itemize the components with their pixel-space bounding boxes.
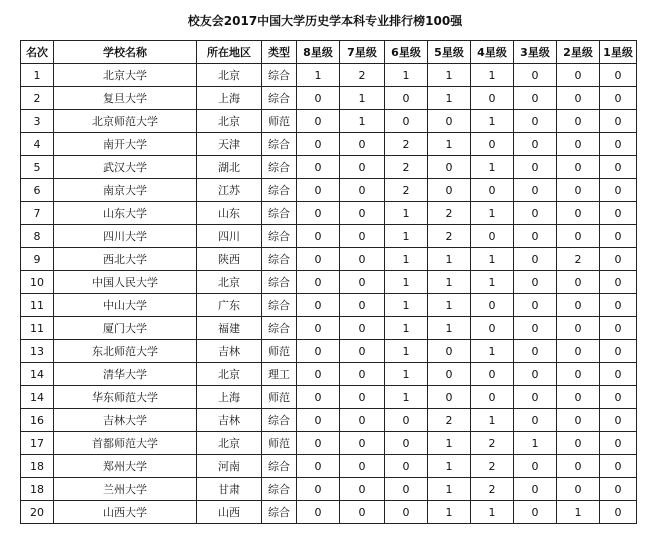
table-row <box>21 64 637 87</box>
table-row <box>21 248 637 271</box>
table-cell-star8: 0 <box>297 432 340 455</box>
table-cell-star8: 0 <box>297 271 340 294</box>
table-cell-star7: 1 <box>340 110 385 133</box>
table-cell-star4: 0 <box>471 179 514 202</box>
table-cell-star2: 0 <box>557 409 600 432</box>
table-cell-star1: 0 <box>600 317 637 340</box>
table-cell-type: 综合 <box>262 64 297 87</box>
table-cell-star2: 0 <box>557 271 600 294</box>
table-cell-rank: 10 <box>21 271 54 294</box>
table-cell-star8: 0 <box>297 363 340 386</box>
table-cell-school-name: 中国人民大学 <box>54 271 197 294</box>
table-cell-star6: 1 <box>385 363 428 386</box>
table-cell-star2: 0 <box>557 317 600 340</box>
table-cell-star4: 2 <box>471 455 514 478</box>
table-cell-school-name: 山西大学 <box>54 501 197 524</box>
table-cell-star8: 0 <box>297 156 340 179</box>
table-row <box>21 271 637 294</box>
table-cell-star2: 0 <box>557 133 600 156</box>
table-cell-star5: 1 <box>428 248 471 271</box>
table-cell-star7: 0 <box>340 455 385 478</box>
table-cell-star1: 0 <box>600 110 637 133</box>
table-cell-star8: 0 <box>297 501 340 524</box>
table-cell-star8: 1 <box>297 64 340 87</box>
table-cell-star6: 1 <box>385 225 428 248</box>
column-header-star2: 2星级 <box>557 41 600 64</box>
table-cell-star4: 0 <box>471 225 514 248</box>
table-cell-rank: 2 <box>21 87 54 110</box>
table-row <box>21 110 637 133</box>
table-cell-type: 综合 <box>262 478 297 501</box>
column-header-star4: 4星级 <box>471 41 514 64</box>
table-cell-star1: 0 <box>600 432 637 455</box>
table-cell-star4: 2 <box>471 478 514 501</box>
table-cell-type: 综合 <box>262 87 297 110</box>
table-cell-star3: 0 <box>514 478 557 501</box>
table-row <box>21 156 637 179</box>
table-cell-star1: 0 <box>600 225 637 248</box>
table-cell-star2: 0 <box>557 432 600 455</box>
table-cell-star1: 0 <box>600 87 637 110</box>
table-cell-school-name: 吉林大学 <box>54 409 197 432</box>
table-cell-star3: 0 <box>514 409 557 432</box>
table-cell-type: 师范 <box>262 340 297 363</box>
table-cell-school-name: 复旦大学 <box>54 87 197 110</box>
ranking-table <box>20 40 637 524</box>
table-cell-star5: 1 <box>428 501 471 524</box>
table-cell-school-name: 东北师范大学 <box>54 340 197 363</box>
table-cell-star7: 0 <box>340 156 385 179</box>
table-row <box>21 386 637 409</box>
table-cell-star1: 0 <box>600 501 637 524</box>
table-cell-star5: 1 <box>428 133 471 156</box>
table-row <box>21 432 637 455</box>
table-cell-star5: 1 <box>428 64 471 87</box>
table-header-row <box>21 41 637 64</box>
table-cell-star1: 0 <box>600 455 637 478</box>
table-cell-star7: 0 <box>340 478 385 501</box>
table-cell-star5: 2 <box>428 409 471 432</box>
table-cell-rank: 9 <box>21 248 54 271</box>
table-cell-star2: 0 <box>557 455 600 478</box>
table-cell-star8: 0 <box>297 133 340 156</box>
column-header-star5: 5星级 <box>428 41 471 64</box>
table-cell-rank: 16 <box>21 409 54 432</box>
table-cell-star1: 0 <box>600 248 637 271</box>
table-row <box>21 202 637 225</box>
table-cell-rank: 8 <box>21 225 54 248</box>
table-cell-star2: 0 <box>557 87 600 110</box>
table-cell-star8: 0 <box>297 317 340 340</box>
table-cell-star4: 0 <box>471 133 514 156</box>
column-header-type: 类型 <box>262 41 297 64</box>
table-cell-star3: 0 <box>514 133 557 156</box>
table-cell-star3: 0 <box>514 363 557 386</box>
table-cell-star4: 1 <box>471 64 514 87</box>
table-cell-star1: 0 <box>600 133 637 156</box>
table-cell-star7: 0 <box>340 225 385 248</box>
table-cell-star2: 0 <box>557 179 600 202</box>
table-cell-star2: 0 <box>557 202 600 225</box>
table-cell-region: 上海 <box>197 386 262 409</box>
column-header-rank: 名次 <box>21 41 54 64</box>
table-cell-rank: 5 <box>21 156 54 179</box>
table-cell-star2: 0 <box>557 294 600 317</box>
table-cell-star5: 1 <box>428 432 471 455</box>
table-cell-star7: 0 <box>340 386 385 409</box>
table-cell-star7: 1 <box>340 87 385 110</box>
table-cell-school-name: 厦门大学 <box>54 317 197 340</box>
table-cell-star3: 0 <box>514 64 557 87</box>
table-cell-school-name: 郑州大学 <box>54 455 197 478</box>
table-cell-star2: 1 <box>557 501 600 524</box>
table-cell-school-name: 武汉大学 <box>54 156 197 179</box>
table-cell-star8: 0 <box>297 386 340 409</box>
table-cell-star3: 0 <box>514 501 557 524</box>
table-cell-star1: 0 <box>600 340 637 363</box>
table-cell-star4: 1 <box>471 271 514 294</box>
column-header-star6: 6星级 <box>385 41 428 64</box>
table-cell-region: 湖北 <box>197 156 262 179</box>
document-title: 校友会2017中国大学历史学本科专业排行榜100强 <box>187 14 463 28</box>
table-cell-star8: 0 <box>297 225 340 248</box>
table-cell-star4: 1 <box>471 156 514 179</box>
table-cell-school-name: 兰州大学 <box>54 478 197 501</box>
table-cell-star3: 0 <box>514 179 557 202</box>
table-cell-school-name: 西北大学 <box>54 248 197 271</box>
table-cell-star3: 0 <box>514 225 557 248</box>
table-row <box>21 179 637 202</box>
table-cell-star6: 0 <box>385 409 428 432</box>
table-cell-star6: 1 <box>385 271 428 294</box>
table-cell-school-name: 中山大学 <box>54 294 197 317</box>
table-cell-type: 综合 <box>262 179 297 202</box>
column-header-star8: 8星级 <box>297 41 340 64</box>
table-cell-type: 综合 <box>262 248 297 271</box>
table-cell-school-name: 北京师范大学 <box>54 110 197 133</box>
table-cell-star5: 0 <box>428 156 471 179</box>
table-cell-star3: 0 <box>514 455 557 478</box>
table-cell-star3: 0 <box>514 317 557 340</box>
column-header-star1: 1星级 <box>600 41 637 64</box>
table-cell-rank: 20 <box>21 501 54 524</box>
table-row <box>21 455 637 478</box>
table-cell-star7: 0 <box>340 271 385 294</box>
table-row <box>21 133 637 156</box>
table-cell-rank: 7 <box>21 202 54 225</box>
table-cell-star8: 0 <box>297 294 340 317</box>
table-cell-rank: 1 <box>21 64 54 87</box>
table-cell-region: 甘肃 <box>197 478 262 501</box>
table-cell-region: 吉林 <box>197 340 262 363</box>
column-header-star3: 3星级 <box>514 41 557 64</box>
table-cell-star8: 0 <box>297 87 340 110</box>
table-cell-region: 北京 <box>197 363 262 386</box>
table-cell-star3: 0 <box>514 248 557 271</box>
table-cell-star1: 0 <box>600 64 637 87</box>
table-cell-type: 师范 <box>262 110 297 133</box>
table-cell-type: 综合 <box>262 225 297 248</box>
table-cell-star7: 0 <box>340 317 385 340</box>
table-cell-star7: 0 <box>340 248 385 271</box>
table-cell-star5: 1 <box>428 87 471 110</box>
table-cell-type: 综合 <box>262 317 297 340</box>
column-header-region: 所在地区 <box>197 41 262 64</box>
table-row <box>21 317 637 340</box>
table-cell-school-name: 华东师范大学 <box>54 386 197 409</box>
table-cell-star2: 2 <box>557 248 600 271</box>
table-cell-type: 综合 <box>262 409 297 432</box>
table-cell-star8: 0 <box>297 110 340 133</box>
table-cell-star7: 0 <box>340 202 385 225</box>
table-cell-star7: 0 <box>340 501 385 524</box>
table-cell-star3: 0 <box>514 294 557 317</box>
table-cell-star1: 0 <box>600 363 637 386</box>
table-cell-star8: 0 <box>297 409 340 432</box>
table-cell-star3: 0 <box>514 202 557 225</box>
table-cell-type: 综合 <box>262 156 297 179</box>
table-cell-star4: 1 <box>471 110 514 133</box>
table-cell-star5: 1 <box>428 294 471 317</box>
table-cell-type: 综合 <box>262 455 297 478</box>
table-cell-rank: 18 <box>21 478 54 501</box>
table-cell-region: 北京 <box>197 64 262 87</box>
table-cell-region: 北京 <box>197 271 262 294</box>
table-cell-region: 天津 <box>197 133 262 156</box>
table-cell-star7: 0 <box>340 432 385 455</box>
table-cell-star4: 1 <box>471 248 514 271</box>
table-cell-school-name: 山东大学 <box>54 202 197 225</box>
table-cell-star7: 0 <box>340 294 385 317</box>
table-cell-star6: 0 <box>385 455 428 478</box>
table-cell-star3: 0 <box>514 386 557 409</box>
table-cell-school-name: 四川大学 <box>54 225 197 248</box>
table-cell-star4: 1 <box>471 409 514 432</box>
table-body <box>21 64 637 524</box>
table-cell-star5: 1 <box>428 271 471 294</box>
table-cell-star6: 1 <box>385 386 428 409</box>
table-row <box>21 478 637 501</box>
table-cell-type: 师范 <box>262 432 297 455</box>
table-cell-star3: 0 <box>514 110 557 133</box>
table-cell-rank: 14 <box>21 386 54 409</box>
table-cell-type: 综合 <box>262 271 297 294</box>
table-cell-region: 广东 <box>197 294 262 317</box>
table-cell-region: 北京 <box>197 110 262 133</box>
table-cell-region: 福建 <box>197 317 262 340</box>
table-cell-star5: 0 <box>428 340 471 363</box>
table-cell-star6: 2 <box>385 179 428 202</box>
table-cell-school-name: 北京大学 <box>54 64 197 87</box>
table-cell-star5: 1 <box>428 455 471 478</box>
table-cell-region: 北京 <box>197 432 262 455</box>
table-cell-star8: 0 <box>297 455 340 478</box>
table-cell-star5: 0 <box>428 363 471 386</box>
table-cell-star7: 0 <box>340 340 385 363</box>
table-cell-type: 综合 <box>262 501 297 524</box>
table-cell-star5: 2 <box>428 225 471 248</box>
table-cell-region: 山西 <box>197 501 262 524</box>
table-cell-star6: 1 <box>385 248 428 271</box>
table-cell-star8: 0 <box>297 179 340 202</box>
table-cell-star8: 0 <box>297 478 340 501</box>
table-cell-star7: 0 <box>340 363 385 386</box>
table-cell-star6: 1 <box>385 64 428 87</box>
table-cell-rank: 11 <box>21 317 54 340</box>
table-cell-school-name: 南京大学 <box>54 179 197 202</box>
table-cell-star6: 1 <box>385 317 428 340</box>
table-cell-rank: 4 <box>21 133 54 156</box>
table-cell-star5: 0 <box>428 179 471 202</box>
table-cell-region: 四川 <box>197 225 262 248</box>
table-cell-star5: 0 <box>428 386 471 409</box>
table-cell-star6: 0 <box>385 432 428 455</box>
table-cell-type: 理工 <box>262 363 297 386</box>
table-cell-school-name: 南开大学 <box>54 133 197 156</box>
table-cell-region: 上海 <box>197 87 262 110</box>
table-cell-region: 陕西 <box>197 248 262 271</box>
table-cell-star6: 2 <box>385 133 428 156</box>
table-cell-star3: 0 <box>514 156 557 179</box>
table-cell-star4: 2 <box>471 432 514 455</box>
table-cell-star6: 1 <box>385 340 428 363</box>
table-cell-star3: 1 <box>514 432 557 455</box>
table-cell-star6: 0 <box>385 87 428 110</box>
table-cell-star4: 0 <box>471 363 514 386</box>
table-cell-region: 江苏 <box>197 179 262 202</box>
table-row <box>21 501 637 524</box>
table-cell-type: 师范 <box>262 386 297 409</box>
table-cell-star6: 1 <box>385 202 428 225</box>
table-cell-region: 山东 <box>197 202 262 225</box>
table-cell-star8: 0 <box>297 202 340 225</box>
table-cell-star1: 0 <box>600 202 637 225</box>
table-cell-star2: 0 <box>557 156 600 179</box>
table-cell-school-name: 清华大学 <box>54 363 197 386</box>
table-cell-star1: 0 <box>600 271 637 294</box>
table-cell-star1: 0 <box>600 386 637 409</box>
table-cell-star4: 0 <box>471 87 514 110</box>
table-cell-star3: 0 <box>514 271 557 294</box>
table-cell-rank: 14 <box>21 363 54 386</box>
table-cell-star4: 1 <box>471 340 514 363</box>
table-cell-region: 吉林 <box>197 409 262 432</box>
table-cell-region: 河南 <box>197 455 262 478</box>
table-cell-star6: 0 <box>385 110 428 133</box>
table-cell-star3: 0 <box>514 87 557 110</box>
table-cell-star2: 0 <box>557 340 600 363</box>
table-cell-star5: 1 <box>428 478 471 501</box>
table-cell-star1: 0 <box>600 294 637 317</box>
table-cell-star4: 0 <box>471 386 514 409</box>
table-cell-school-name: 首都师范大学 <box>54 432 197 455</box>
table-cell-star7: 0 <box>340 179 385 202</box>
table-cell-rank: 18 <box>21 455 54 478</box>
table-cell-star4: 1 <box>471 501 514 524</box>
table-row <box>21 225 637 248</box>
table-cell-star2: 0 <box>557 363 600 386</box>
table-cell-star2: 0 <box>557 478 600 501</box>
table-cell-rank: 17 <box>21 432 54 455</box>
column-header-star7: 7星级 <box>340 41 385 64</box>
table-cell-type: 综合 <box>262 133 297 156</box>
table-cell-star6: 0 <box>385 478 428 501</box>
table-cell-rank: 6 <box>21 179 54 202</box>
table-row <box>21 409 637 432</box>
table-cell-star6: 1 <box>385 294 428 317</box>
table-cell-star5: 2 <box>428 202 471 225</box>
table-cell-star4: 0 <box>471 294 514 317</box>
table-cell-star6: 0 <box>385 501 428 524</box>
table-cell-star2: 0 <box>557 386 600 409</box>
table-cell-type: 综合 <box>262 294 297 317</box>
table-row <box>21 363 637 386</box>
table-cell-rank: 11 <box>21 294 54 317</box>
table-cell-rank: 3 <box>21 110 54 133</box>
column-header-school-name: 学校名称 <box>54 41 197 64</box>
table-cell-star8: 0 <box>297 248 340 271</box>
table-cell-star1: 0 <box>600 156 637 179</box>
table-row <box>21 340 637 363</box>
table-cell-star7: 2 <box>340 64 385 87</box>
table-cell-star4: 0 <box>471 317 514 340</box>
table-row <box>21 87 637 110</box>
table-cell-star2: 0 <box>557 225 600 248</box>
table-cell-star6: 2 <box>385 156 428 179</box>
table-cell-star1: 0 <box>600 478 637 501</box>
table-cell-star1: 0 <box>600 409 637 432</box>
table-cell-rank: 13 <box>21 340 54 363</box>
table-cell-star7: 0 <box>340 409 385 432</box>
table-cell-star2: 0 <box>557 64 600 87</box>
table-cell-star8: 0 <box>297 340 340 363</box>
table-cell-star1: 0 <box>600 179 637 202</box>
table-cell-star4: 1 <box>471 202 514 225</box>
table-cell-star3: 0 <box>514 340 557 363</box>
table-cell-star2: 0 <box>557 110 600 133</box>
table-cell-star5: 1 <box>428 317 471 340</box>
table-cell-type: 综合 <box>262 202 297 225</box>
table-cell-star5: 0 <box>428 110 471 133</box>
table-row <box>21 294 637 317</box>
table-cell-star7: 0 <box>340 133 385 156</box>
